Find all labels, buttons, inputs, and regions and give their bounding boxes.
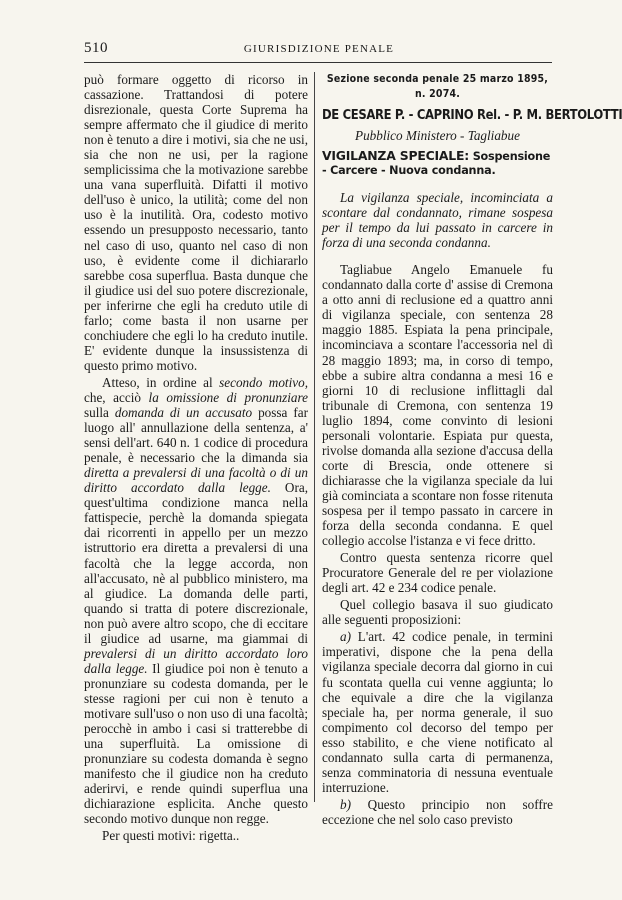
column-divider bbox=[314, 72, 315, 802]
topic-rest: Sospensione - Carcere - Nuova condanna. bbox=[322, 150, 551, 178]
italic-run: la omissione di pronunziare bbox=[148, 389, 308, 405]
topic-heading bbox=[322, 149, 553, 178]
page-header bbox=[84, 40, 554, 58]
right-paragraph-2: Contro questa sentenza ricorre quel Procuratore Generale del re per violazione degli art. 42 e 234 codice penale. bbox=[322, 550, 553, 596]
text-run: sulla bbox=[84, 405, 115, 421]
proposition-b bbox=[322, 797, 553, 827]
case-parties: DE CESARE P. - CAPRINO Rel. - P. M. BERTOLOTTI bbox=[322, 107, 622, 123]
right-paragraph-3: Quel collegio basava il suo giudicato alle seguenti proposizioni: bbox=[322, 597, 553, 628]
topic-lead: VIGILANZA SPECIALE: bbox=[322, 148, 469, 164]
proposition-b-text: Questo principio non soffre eccezione che nel solo caso previsto bbox=[322, 796, 553, 827]
italic-run: secondo motivo, bbox=[219, 374, 308, 390]
left-paragraph-2 bbox=[84, 375, 308, 826]
left-paragraph-1: può formare oggetto di ricorso in cassazione. Trattandosi di potere disrezionale, questa Corte Suprema ha sempre affermato che il giudice di merito non è tenuto a dire i motivi, sia che ne usi, sia che non ne usi, per la ragione semplicissima che la motivazione sarebbe una vana superfluità. Difatti il motivo dell'uso è unico, la utilità; come del non uso è la inutilità. Ora, codesto motivo essendo un presupposto necessario, tanto nel caso di uso, quanto nel caso di non uso, è evidente come il dichiararlo sarebbe cosa superflua. Basta dunque che il giudice usi del suo potere discrezionale, per inferirne che egli ha creduto utile di farlo; come basta il non usarne per conchiudere che egli lo ha creduto inutile. E' evidente dunque la insussistenza di questo primo motivo. bbox=[84, 72, 308, 373]
text-run: che, acciò bbox=[84, 389, 149, 405]
italic-run: diretta a prevalersi di una facoltà o di un diritto accordato dalla legge. bbox=[84, 465, 308, 496]
legal-maxim: La vigilanza speciale, incominciata a scontare dal condannato, rimane sospesa per il tempo da lui passato in carcere in forza di una seconda condanna. bbox=[322, 190, 553, 251]
text-run: Atteso, in ordine al bbox=[102, 374, 220, 390]
proposition-b-label: b) bbox=[340, 796, 351, 812]
running-title: GIURISDIZIONE PENALE bbox=[243, 43, 395, 55]
page-number: 510 bbox=[84, 40, 108, 56]
text-run: possa far luogo all' annullazione della sentenza, a' sensi dell'art. 640 n. 1 codice di procedura penale, è necessario che la dimanda sia bbox=[84, 405, 308, 466]
right-paragraph-1: Tagliabue Angelo Emanuele fu condannato dalla corte d' assise di Cremona a otto anni di reclusione ed a quattro anni di vigilanza speciale, con sentenza 28 maggio 1885. Espiata la pena principale, incominciava a scontare l'accessoria nel dì 28 maggio 1893; ma, in corso di tempo, ebbe a subire altra condanna a mesi 16 e giorni 10 di reclusione inflittagli dal tribunale di Cremona, con sentenza 19 luglio 1894, come convinto di lesioni personali volontarie. Espiata pur questa, rivolse domanda alla sezione d'accusa della corte di Brescia, onde ottenere si dichiarasse che la vigilanza speciale da lui già cominciata a scontare non fosse ritenuta sospesa per il tempo passato in carcere in forza della seconda condanna. E quel collegio accolse l'istanza e vi fece dritto. bbox=[322, 262, 553, 549]
public-ministry: Pubblico Ministero - Tagliabue bbox=[355, 128, 520, 143]
text-run: Il giudice poi non è tenuto a pronunziare su codesta domanda, per le stesse ragioni per cui non è tenuto a motivare sull'uso o non uso di una facoltà; perocchè in ambo i casi si tratterebbe di una superfluità. La omissione di pronunziare su codesta domanda è segno manifesto che il giudice non ha creduto aderirvi, e rende quindi superflua una dichiarazione esplicita. Anche questo secondo motivo dunque non regge. bbox=[84, 660, 308, 827]
proposition-a-text: L'art. 42 codice penale, in termini imperativi, dispone che la pena della vigilanza speciale decorra dal giorno in cui fu scontata quella cui venne aggiunta; lo che equivale a dire che la vigilanza speciale ha, per norma generale, il suo compimento col decorso del tempo per esso stabilito, e che viene notificato al condannato sulla carta di permanenza, senza comminatoria di nessuna eventuale interruzione. bbox=[322, 629, 553, 795]
proposition-a bbox=[322, 629, 553, 795]
section-heading: Sezione seconda penale 25 marzo 1895, n. 2074. bbox=[326, 73, 549, 100]
left-paragraph-3: Per questi motivi: rigetta.. bbox=[102, 828, 240, 844]
proposition-a-label: a) bbox=[340, 629, 351, 645]
header-rule bbox=[84, 62, 552, 63]
left-column bbox=[84, 72, 308, 843]
text-run: Ora, quest'ultima condizione manca nella fattispecie, perchè la domanda spiegata dai ricorrenti in appello per un mezzo istruttorio era diretta a prevalersi di una facoltà che la legge accorda, non all'accusato, nè al pubblico ministero, ma al giudice. La domanda delle parti, quando si tratta di potere discrezionale, non può avere altro scopo, che di eccitare il giudice ad usarne, ma giammai di bbox=[84, 480, 308, 646]
right-column bbox=[322, 72, 622, 827]
italic-run: domanda di un accusato bbox=[114, 405, 253, 421]
italic-run: prevalersi di un diritto accordato loro dalla legge. bbox=[84, 645, 308, 676]
